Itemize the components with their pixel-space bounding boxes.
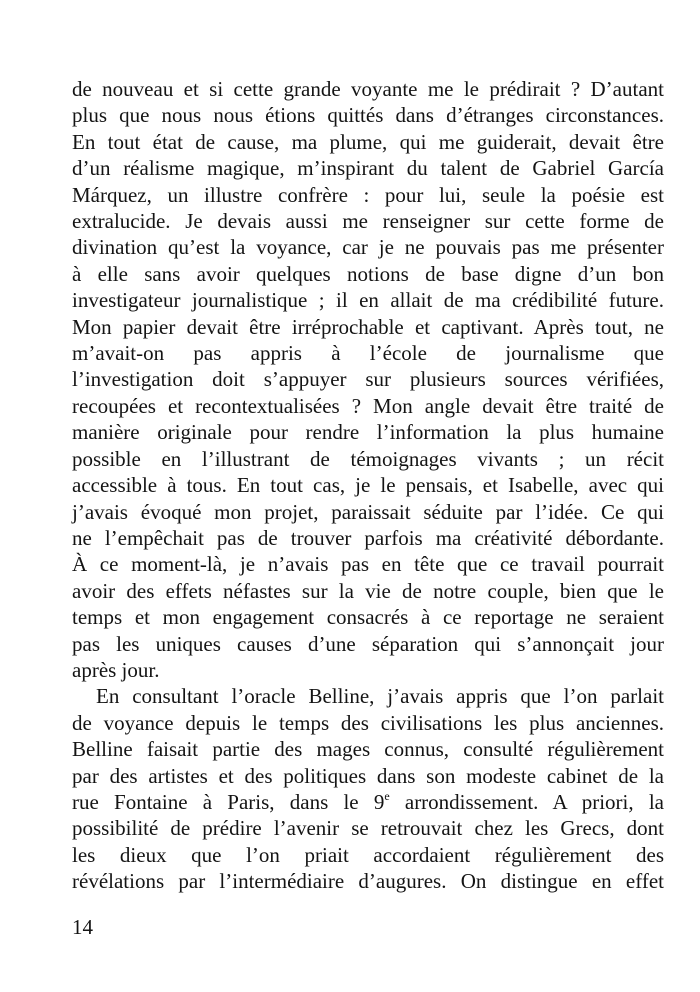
text-line: investigateur journalistique ; il en allait de ma crédibilité future. [72,288,664,313]
text-line: par des artistes et des politiques dans son modeste cabinet de la [72,763,664,788]
text-line: de voyance depuis le temps des civilisations les plus anciennes. [72,710,664,735]
text-line: m’avait-on pas appris à l’école de journalisme que [72,341,664,366]
text-line: En tout état de cause, ma plume, qui me guiderait, devait être [72,129,664,154]
text-line: Belline faisait partie des mages connus, consulté régulièrement [72,737,664,762]
text-line: possible en l’illustrant de témoignages vivants ; un récit [72,446,664,471]
text-line: les dieux que l’on priait accordaient régulièrement des [72,842,664,867]
paragraph-2 [72,683,664,894]
text-line: avoir des effets néfastes sur la vie de notre couple, bien que le [72,578,664,603]
text-line: recoupées et recontextualisées ? Mon angle devait être traité de [72,393,664,418]
text-line: l’investigation doit s’appuyer sur plusieurs sources vérifiées, [72,367,664,392]
text-segment: rue Fontaine à Paris, dans le 9 [72,789,385,814]
text-line: extralucide. Je devais aussi me renseigner sur cette forme de [72,209,664,234]
superscript: e [384,788,390,803]
text-line: j’avais évoqué mon projet, paraissait séduite par l’idée. Ce qui [72,499,664,524]
text-line: révélations par l’intermédiaire d’augures. On distingue en effet [72,869,664,894]
text-line [72,789,664,815]
text-line: plus que nous nous étions quittés dans d’étranges circonstances. [72,103,664,128]
text-line: à elle sans avoir quelques notions de base digne d’un bon [72,261,664,286]
text-line: ne l’empêchait pas de trouver parfois ma créativité débordante. [72,525,664,550]
text-line: Márquez, un illustre confrère : pour lui, seule la poésie est [72,182,664,207]
text-line: d’un réalisme magique, m’inspirant du talent de Gabriel García [72,156,664,181]
text-line: manière originale pour rendre l’information la plus humaine [72,420,664,445]
text-line: Mon papier devait être irréprochable et captivant. Après tout, ne [72,314,664,339]
text-line: divination qu’est la voyance, car je ne pouvais pas me présenter [72,235,664,260]
text-line: accessible à tous. En tout cas, je le pensais, et Isabelle, avec qui [72,473,664,498]
text-line: temps et mon engagement consacrés à ce reportage ne seraient [72,605,664,630]
text-line: À ce moment-là, je n’avais pas en tête que ce travail pourrait [72,552,664,577]
text-line: de nouveau et si cette grande voyante me le prédirait ? D’autant [72,77,664,101]
page-number: 14 [72,915,93,939]
text-line: possibilité de prédire l’avenir se retrouvait chez les Grecs, dont [72,816,664,841]
text-line: après jour. [72,657,160,682]
text-line: En consultant l’oracle Belline, j’avais appris que l’on parlait [96,684,664,709]
body-text [72,76,664,895]
paragraph-1 [72,76,664,683]
text-line: pas les uniques causes d’une séparation qui s’annonçait jour [72,631,664,656]
text-segment: arrondissement. A priori, la [389,789,664,814]
